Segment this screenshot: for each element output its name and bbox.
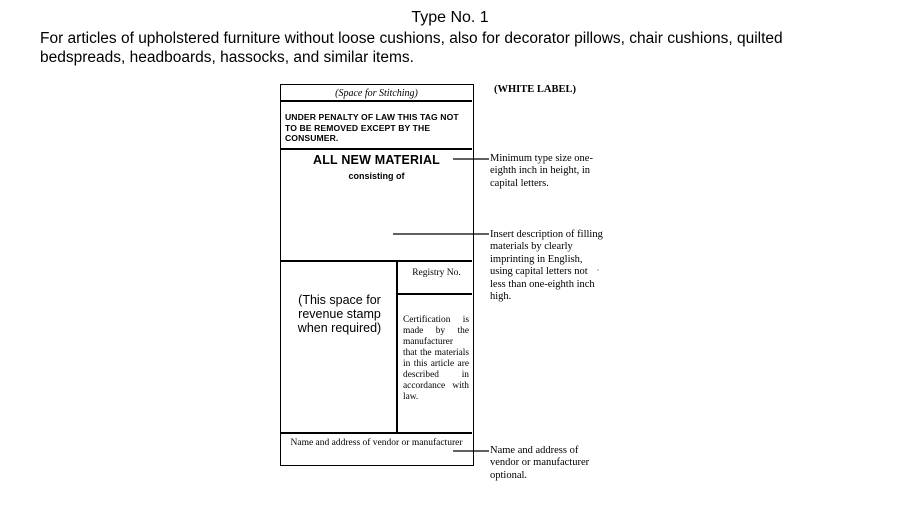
page-title: Type No. 1 [411, 9, 489, 26]
penalty-notice: UNDER PENALTY OF LAW THIS TAG NOT TO BE REMOVED EXCEPT BY THE CONSUMER. [285, 112, 459, 143]
type-description: For articles of upholstered furniture without loose cushions, also for decorator pillows, chair cushions, quilted bedspreads, headboards, hassocks, and similar items. [40, 30, 783, 66]
vendor-optional-note: Name and address of vendor or manufacturer optional. [490, 445, 590, 481]
stitching-space: (Space for Stitching) [335, 88, 418, 99]
consisting-of: consisting of [348, 171, 405, 181]
certification-text: Certification is made by the manufacturer that the materials in this article are described in accordance with law. [403, 315, 469, 402]
all-new-material: ALL NEW MATERIAL [312, 153, 441, 167]
type-size-note: Minimum type size one-eighth inch in height, in capital letters. [490, 153, 593, 189]
revenue-stamp-space: (This space for revenue stamp when required) [297, 293, 382, 335]
registry-number: Registry No. [412, 268, 461, 278]
vendor-name-address: Name and address of vendor or manufacturer [290, 438, 463, 448]
filling-description-note: Insert description of filling materials by clearly imprinting in English, using capital letters not less than one-eighth inch high. [490, 229, 603, 303]
white-label-caption: (WHITE LABEL) [494, 84, 576, 95]
